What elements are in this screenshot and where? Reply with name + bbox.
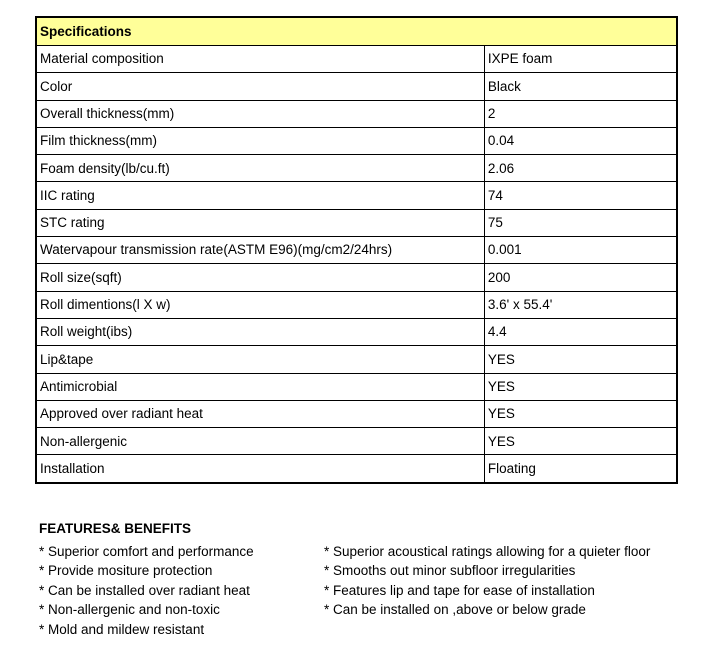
feature-item: * Features lip and tape for ease of installation [324,582,595,598]
feature-item: * Can be installed over radiant heat [39,582,250,598]
spec-property-cell: Roll dimentions(l X w) [36,291,484,318]
spec-value-cell: 200 [484,264,677,291]
spec-property-cell: Non-allergenic [36,428,484,455]
feature-item: * Non-allergenic and non-toxic [39,602,220,617]
spec-property-cell: Approved over radiant heat [36,400,484,427]
spec-property-cell: Roll weight(ibs) [36,318,484,345]
feature-item: * Can be installed on ,above or below grade [324,602,586,617]
spec-value-cell: YES [484,428,677,455]
feature-item: * Smooths out minor subfloor irregularities [324,563,576,578]
spec-property-cell: Overall thickness(mm) [36,100,484,127]
spec-value-cell: 0.001 [484,237,677,264]
spec-row [36,400,677,427]
spec-row [36,318,677,345]
spec-value-cell: 75 [484,209,677,236]
feature-item: * Mold and mildew resistant [39,621,205,637]
spec-row [36,182,677,209]
spec-value-cell: 0.04 [484,127,677,154]
spec-row [36,264,677,291]
spec-value-cell: 2.06 [484,155,677,182]
spec-value-cell: YES [484,373,677,400]
features-left-list [39,542,319,640]
specifications-title: Specifications [36,17,677,46]
spec-row [36,155,677,182]
spec-property-cell: Watervapour transmission rate(ASTM E96)(mg/cm2/24hrs) [36,237,484,264]
features-benefits-section [39,522,689,652]
spec-property-cell: Antimicrobial [36,373,484,400]
spec-row [36,237,677,264]
spec-property-cell: IIC rating [36,182,484,209]
spec-value-cell: YES [484,346,677,373]
features-title: FEATURES& BENEFITS [39,521,192,536]
spec-property-cell: Material composition [36,46,484,73]
feature-item: * Superior comfort and performance [39,543,254,559]
spec-value-cell: IXPE foam [484,46,677,73]
spec-row [36,346,677,373]
specifications-header-row [36,17,677,46]
spec-value-cell: 4.4 [484,318,677,345]
spec-property-cell: Color [36,73,484,100]
spec-property-cell: Roll size(sqft) [36,264,484,291]
spec-value-cell: YES [484,400,677,427]
spec-property-cell: Lip&tape [36,346,484,373]
spec-row [36,73,677,100]
spec-property-cell: Foam density(lb/cu.ft) [36,155,484,182]
features-right-list [324,542,684,620]
spec-row [36,455,677,483]
spec-row [36,46,677,73]
spec-value-cell: Black [484,73,677,100]
feature-item: * Provide mositure protection [39,563,213,578]
spec-row [36,127,677,154]
spec-row [36,291,677,318]
spec-value-cell: 3.6' x 55.4' [484,291,677,318]
specifications-table [35,16,678,484]
spec-row [36,428,677,455]
spec-property-cell: Installation [36,455,484,483]
spec-row [36,373,677,400]
feature-item: * Superior acoustical ratings allowing for a quieter floor [324,543,651,559]
spec-value-cell: 2 [484,100,677,127]
spec-row [36,100,677,127]
features-columns [39,542,689,652]
spec-property-cell: STC rating [36,209,484,236]
spec-value-cell: Floating [484,455,677,483]
spec-property-cell: Film thickness(mm) [36,127,484,154]
spec-row [36,209,677,236]
spec-value-cell: 74 [484,182,677,209]
